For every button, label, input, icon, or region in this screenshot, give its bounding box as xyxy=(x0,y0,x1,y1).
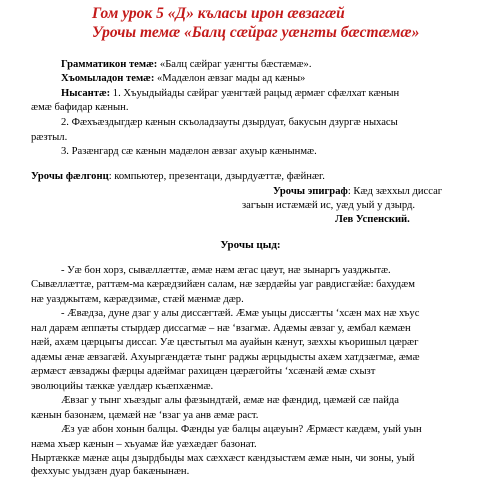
paragraph-2-line-2: нал дарæм æппæты стырдæр диссагмæ – нæ ‘взагмæ. Адæмы æвзаг у, æмбал кæмæн xyxy=(31,323,411,334)
equipment xyxy=(31,170,325,184)
goals-label: Нысантæ: xyxy=(61,88,111,99)
paragraph-2-line-4: адæмы æнæ æвзагæй. Ахуыргæндæтæ тынг раджы æрцыдысты ахæм хатдзæгмæ, æмæ xyxy=(31,352,420,363)
paragraph-1-line-3: нæ уазджытæм, кæрæдзимæ, стæй мæнмæ дæр. xyxy=(31,294,244,305)
goal-2: 2. Фæхъæздыгдæр кæнын скъоладзауты дзырдуат, бакусын дзургæ ныхасы xyxy=(61,117,398,128)
paragraph-2-line-1: - Æвæдза, дуне дзаг у алы диссæгтæй. Æмæ уыцы диссæгты ‘хсæн мах нæ хъус xyxy=(61,308,420,319)
lesson-topic-title: Урочы темæ «Балц сæйраг уæнгты бæстæмæ» xyxy=(92,24,420,41)
upbringing-topic-value: «Мадæлон æвзаг мады ад кæны» xyxy=(154,73,306,84)
equipment-label: Урочы фæлгонц xyxy=(31,171,109,182)
paragraph-1-line-1: - Уæ бон хорз, сывæллæттæ, æмæ нæм æгас цæут, нæ зынаргъ уазджытæ. xyxy=(61,265,391,276)
epigraph-line-2: загъын истæмæй ис, уæд уый у дзырд. xyxy=(242,200,416,211)
epigraph-text-1: : Кæд зæххыл диссаг xyxy=(347,186,443,197)
epigraph-label: Урочы эпиграф xyxy=(273,186,348,197)
goals-line-1 xyxy=(61,87,399,101)
upbringing-topic-label: Хъомыладон темæ: xyxy=(61,73,155,84)
paragraph-3-line-2: кæнын базонæм, цæмæй нæ ‘взаг уа анв æмæ раст. xyxy=(31,410,259,421)
document-title: Гом урок 5 «Д» къласы ирон æвзагæй xyxy=(92,5,345,22)
lesson-heading: Урочы цыд: xyxy=(220,239,281,251)
upbringing-topic xyxy=(61,72,305,86)
paragraph-2-line-5: æрмæст æвзаджы фæрцы адæймаг рахицæн цæрæгойты ‘хсæнæй æмæ схызт xyxy=(31,366,376,377)
grammar-topic-label: Грамматикон темæ: xyxy=(61,59,158,70)
paragraph-2-line-3: нæй, ахæм цæрцыгы диссаг. Уæ цæстытыл ма ауайын кæнут, зæххы къоришыл цæрæг xyxy=(31,337,419,348)
paragraph-4-line-2: нæма хъæр кæнын – хъуамæ йæ уæхæдæг базонат. xyxy=(31,439,257,450)
grammar-topic xyxy=(61,58,311,72)
goal-3: 3. Разæнгард сæ кæнын мадæлон æвзаг ахуыр кæнынмæ. xyxy=(61,146,317,157)
paragraph-1-line-2: Сывæллæттæ, раттæм-ма кæрæдзийæн салам, нæ зæрдæйы уаг равдисгæйæ: бахудæм xyxy=(31,279,415,290)
grammar-topic-value: «Балц сæйраг уæнгты бæстæмæ». xyxy=(157,59,312,70)
paragraph-2-line-6: эволюцийы тæккæ уæлдæр къæпхæнмæ. xyxy=(31,381,214,392)
paragraph-5-line-2: феххуыс уыдзæн дуар бакæнынæн. xyxy=(31,466,190,477)
epigraph-author: Лев Успенский. xyxy=(335,214,410,225)
equipment-value: : компьютер, презентаци, дзырдуæттæ, фæйнæг. xyxy=(108,171,325,182)
paragraph-4-line-1: Æз уæ абон хонын балцы. Фæнды уæ балцы ацæуын? Æрмæст кæдæм, уый уын xyxy=(61,424,422,435)
epigraph-line-1 xyxy=(273,185,442,199)
goal-1-continuation: æмæ бафидар кæнын. xyxy=(31,102,129,113)
goal-2-continuation: рæзтыл. xyxy=(31,132,68,143)
goal-1: 1. Хъуыдыйады сæйраг уæнгтæй рацыд æрмæг сфæлхат кæнын xyxy=(110,88,400,99)
paragraph-3-line-1: Æвзаг у тынг хъæздыг алы фæзындтæй, æмæ нæ фæндид, цæмæй сæ пайда xyxy=(61,395,399,406)
paragraph-5-line-1: Ныртæккæ мæнæ ацы дзырдбыды мах сæххæст кæндзыстæм æмæ нын, чи зоны, уый xyxy=(31,453,415,464)
